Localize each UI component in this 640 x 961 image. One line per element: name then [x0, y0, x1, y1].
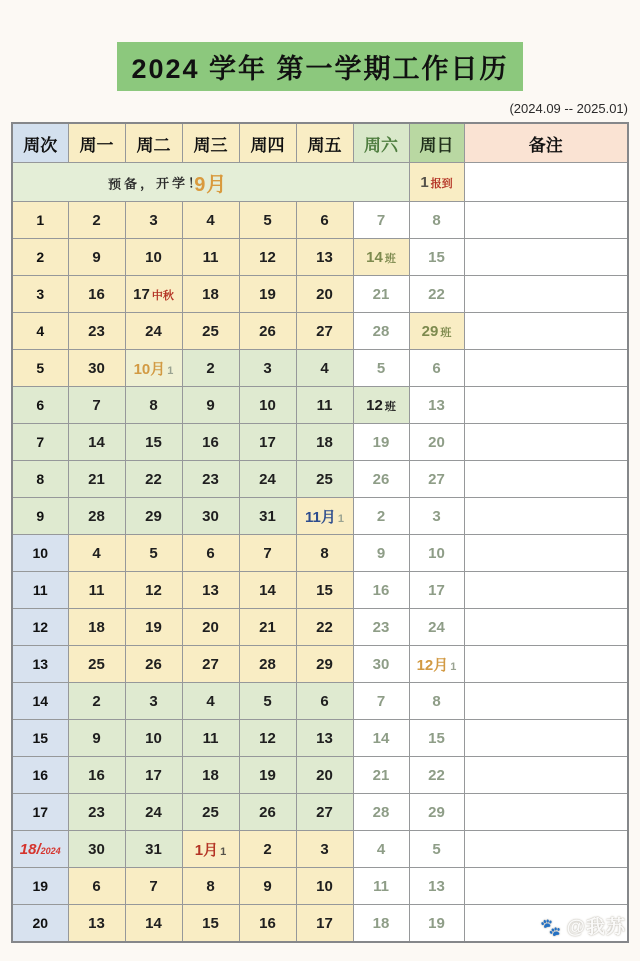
week-row-15: [12, 720, 628, 757]
day-cell: 13: [182, 572, 239, 609]
week-number-cell: 7: [12, 424, 68, 461]
day-cell: 13: [296, 720, 353, 757]
day-cell: 24: [125, 794, 182, 831]
day-cell: 4: [353, 831, 409, 868]
week-row-4: [12, 313, 628, 350]
week-row-3: [12, 276, 628, 313]
day-cell: 5: [409, 831, 464, 868]
day-cell: 18: [353, 905, 409, 943]
day-cell: 15: [125, 424, 182, 461]
day-cell: 14 班: [353, 239, 409, 276]
day-cell: 26: [239, 313, 296, 350]
day-cell: 21: [239, 609, 296, 646]
day-cell: 24: [409, 609, 464, 646]
day-cell: 8: [296, 535, 353, 572]
day-cell: 14: [125, 905, 182, 943]
day-cell: 15: [296, 572, 353, 609]
day-cell: 20: [296, 757, 353, 794]
day-cell: 13: [296, 239, 353, 276]
day-cell: 7: [353, 683, 409, 720]
week-row-16: [12, 757, 628, 794]
day-cell: 3: [296, 831, 353, 868]
day-cell: 11: [296, 387, 353, 424]
day-cell: 29: [409, 794, 464, 831]
day-cell: 31: [125, 831, 182, 868]
day-cell: 29 班: [409, 313, 464, 350]
day-cell: 20: [409, 424, 464, 461]
day-cell: 29: [125, 498, 182, 535]
header-cell-0: 周次: [12, 123, 68, 163]
week-row-11: [12, 572, 628, 609]
day-cell: 20: [182, 609, 239, 646]
day-cell: 9: [68, 720, 125, 757]
day-cell: 3: [409, 498, 464, 535]
day-cell: 9: [68, 239, 125, 276]
remark-cell: [464, 868, 628, 905]
week-row-5: [12, 350, 628, 387]
day-cell: 16: [353, 572, 409, 609]
day-cell: 16: [68, 276, 125, 313]
day-cell: 13: [409, 868, 464, 905]
day-cell: 17: [125, 757, 182, 794]
day-cell: 10: [409, 535, 464, 572]
week-row-6: [12, 387, 628, 424]
day-cell: 27: [409, 461, 464, 498]
day-cell: 13: [409, 387, 464, 424]
day-cell: 24: [239, 461, 296, 498]
header-cell-6: 周六: [353, 123, 409, 163]
day-cell: 7: [125, 868, 182, 905]
day-cell: 2: [68, 202, 125, 239]
week-row-7: [12, 424, 628, 461]
day-cell: 6: [296, 202, 353, 239]
remark-cell: [464, 239, 628, 276]
day-cell: 6: [68, 868, 125, 905]
week-number-cell: 18/2024: [12, 831, 68, 868]
day-cell: 30: [353, 646, 409, 683]
day-cell-registration: 1 报到: [409, 163, 464, 202]
day-cell: 22: [125, 461, 182, 498]
day-cell: 19: [409, 905, 464, 943]
day-cell: 8: [409, 683, 464, 720]
day-cell: 26: [239, 794, 296, 831]
day-cell: 15: [182, 905, 239, 943]
remark-cell: [464, 350, 628, 387]
week-row-18: [12, 831, 628, 868]
header-cell-4: 周四: [239, 123, 296, 163]
day-cell: 22: [409, 757, 464, 794]
day-cell: 5: [125, 535, 182, 572]
remark-cell: [464, 720, 628, 757]
day-cell: 9: [182, 387, 239, 424]
day-cell: 12: [239, 239, 296, 276]
day-cell: 29: [296, 646, 353, 683]
remark-cell: [464, 461, 628, 498]
week-row-12: [12, 609, 628, 646]
day-cell: 6: [409, 350, 464, 387]
day-cell: 21: [353, 757, 409, 794]
day-cell: 23: [68, 794, 125, 831]
remark-cell: [464, 202, 628, 239]
day-cell: 16: [239, 905, 296, 943]
day-cell: 21: [68, 461, 125, 498]
date-range: (2024.09 -- 2025.01): [509, 101, 628, 116]
day-cell: 31: [239, 498, 296, 535]
day-cell: 11: [68, 572, 125, 609]
day-cell: 15: [409, 720, 464, 757]
day-cell: 17: [296, 905, 353, 943]
day-cell: 16: [182, 424, 239, 461]
day-cell: 23: [68, 313, 125, 350]
day-cell: 12 班: [353, 387, 409, 424]
day-cell: 22: [409, 276, 464, 313]
header-row: [12, 123, 628, 163]
day-cell: 17: [239, 424, 296, 461]
day-cell: 22: [296, 609, 353, 646]
header-cell-2: 周二: [125, 123, 182, 163]
day-cell: 27: [296, 313, 353, 350]
day-cell: 17 中秋: [125, 276, 182, 313]
day-cell: 10: [125, 720, 182, 757]
watermark-text: @我苏: [566, 917, 626, 938]
header-cell-7: 周日: [409, 123, 464, 163]
week-row-9: [12, 498, 628, 535]
week-number-cell: 9: [12, 498, 68, 535]
day-cell: 3: [125, 202, 182, 239]
day-cell: 4: [182, 683, 239, 720]
day-cell: 30: [182, 498, 239, 535]
week-number-cell: 12: [12, 609, 68, 646]
week-row-1: [12, 202, 628, 239]
day-cell: 28: [68, 498, 125, 535]
week-row-19: [12, 868, 628, 905]
day-cell: 14: [239, 572, 296, 609]
remark-cell: [464, 424, 628, 461]
week-row-2: [12, 239, 628, 276]
day-cell: 13: [68, 905, 125, 943]
day-cell: 25: [182, 313, 239, 350]
day-cell: 23: [353, 609, 409, 646]
day-cell: 18: [296, 424, 353, 461]
day-cell: 7: [68, 387, 125, 424]
day-cell: 25: [296, 461, 353, 498]
day-cell: 5: [239, 683, 296, 720]
remark-cell: [464, 831, 628, 868]
day-cell: 24: [125, 313, 182, 350]
september-banner-cell: [12, 163, 409, 202]
day-cell: 7: [239, 535, 296, 572]
week-number-cell: 4: [12, 313, 68, 350]
day-cell: 16: [68, 757, 125, 794]
week-number-cell: 3: [12, 276, 68, 313]
day-cell: 19: [353, 424, 409, 461]
day-cell: 26: [125, 646, 182, 683]
week-number-cell: 1: [12, 202, 68, 239]
day-cell: 2: [68, 683, 125, 720]
day-cell: 2: [182, 350, 239, 387]
page-title: 2024 学年 第一学期工作日历: [117, 42, 522, 91]
watermark: [540, 912, 626, 939]
day-cell: 6: [182, 535, 239, 572]
week-number-cell: 20: [12, 905, 68, 943]
day-cell: 25: [182, 794, 239, 831]
remark-cell: [464, 276, 628, 313]
day-cell: 10: [239, 387, 296, 424]
day-cell: 19: [239, 757, 296, 794]
week-number-cell: 14: [12, 683, 68, 720]
day-cell: 5: [353, 350, 409, 387]
day-cell: 2: [239, 831, 296, 868]
week-number-cell: 15: [12, 720, 68, 757]
day-cell: 3: [125, 683, 182, 720]
remark-cell: [464, 313, 628, 350]
day-cell: 6: [296, 683, 353, 720]
header-cell-1: 周一: [68, 123, 125, 163]
remark-cell: [464, 163, 628, 202]
day-cell: 27: [296, 794, 353, 831]
week-number-cell: 8: [12, 461, 68, 498]
day-cell: 12: [239, 720, 296, 757]
week-number-cell: 17: [12, 794, 68, 831]
day-cell: 28: [353, 313, 409, 350]
header-cell-5: 周五: [296, 123, 353, 163]
day-cell: 3: [239, 350, 296, 387]
day-cell: 30: [68, 831, 125, 868]
day-cell: 4: [296, 350, 353, 387]
paw-print-icon: 🐾: [540, 918, 563, 937]
day-cell: 28: [239, 646, 296, 683]
day-cell: 12月 1: [409, 646, 464, 683]
week-number-cell: 11: [12, 572, 68, 609]
semester-start-note: 预备，开学！: [107, 175, 205, 192]
week-number-cell: 6: [12, 387, 68, 424]
day-cell: 26: [353, 461, 409, 498]
day-cell: 10: [125, 239, 182, 276]
remark-cell: [464, 535, 628, 572]
header-cell-3: 周三: [182, 123, 239, 163]
month-label-september: 9月: [194, 173, 228, 196]
remark-cell: [464, 757, 628, 794]
day-cell: 19: [125, 609, 182, 646]
day-cell: 30: [68, 350, 125, 387]
remark-cell: [464, 572, 628, 609]
day-cell: 17: [409, 572, 464, 609]
day-cell: 27: [182, 646, 239, 683]
header-cell-8: 备注: [464, 123, 628, 163]
day-cell: 1月 1: [182, 831, 239, 868]
day-cell: 20: [296, 276, 353, 313]
day-cell: 15: [409, 239, 464, 276]
week-row-14: [12, 683, 628, 720]
day-cell: 14: [68, 424, 125, 461]
week-row-8: [12, 461, 628, 498]
day-cell: 11: [353, 868, 409, 905]
week-number-cell: 13: [12, 646, 68, 683]
day-cell: 5: [239, 202, 296, 239]
month-banner-row: [12, 163, 628, 202]
day-cell: 11: [182, 720, 239, 757]
week-number-cell: 5: [12, 350, 68, 387]
day-cell: 25: [68, 646, 125, 683]
day-cell: 8: [182, 868, 239, 905]
day-cell: 14: [353, 720, 409, 757]
day-cell: 18: [182, 276, 239, 313]
week-row-13: [12, 646, 628, 683]
week-number-cell: 10: [12, 535, 68, 572]
remark-cell: [464, 387, 628, 424]
day-cell: 9: [239, 868, 296, 905]
day-cell: 11: [182, 239, 239, 276]
day-cell: 8: [125, 387, 182, 424]
week-row-20: [12, 905, 628, 943]
day-cell: 18: [68, 609, 125, 646]
day-cell: 7: [353, 202, 409, 239]
remark-cell: [464, 683, 628, 720]
calendar-table: [11, 122, 629, 943]
day-cell: 23: [182, 461, 239, 498]
day-cell: 4: [68, 535, 125, 572]
day-cell: 8: [409, 202, 464, 239]
remark-cell: [464, 794, 628, 831]
day-cell: 21: [353, 276, 409, 313]
week-row-10: [12, 535, 628, 572]
week-row-17: [12, 794, 628, 831]
day-cell: 11月 1: [296, 498, 353, 535]
day-cell: 2: [353, 498, 409, 535]
week-number-cell: 19: [12, 868, 68, 905]
day-cell: 10: [296, 868, 353, 905]
day-cell: 9: [353, 535, 409, 572]
remark-cell: [464, 646, 628, 683]
week-number-cell: 2: [12, 239, 68, 276]
week-number-cell: 16: [12, 757, 68, 794]
day-cell: 10月 1: [125, 350, 182, 387]
remark-cell: [464, 498, 628, 535]
day-cell: 4: [182, 202, 239, 239]
day-cell: 28: [353, 794, 409, 831]
day-cell: 12: [125, 572, 182, 609]
day-cell: 19: [239, 276, 296, 313]
remark-cell: [464, 609, 628, 646]
day-cell: 18: [182, 757, 239, 794]
